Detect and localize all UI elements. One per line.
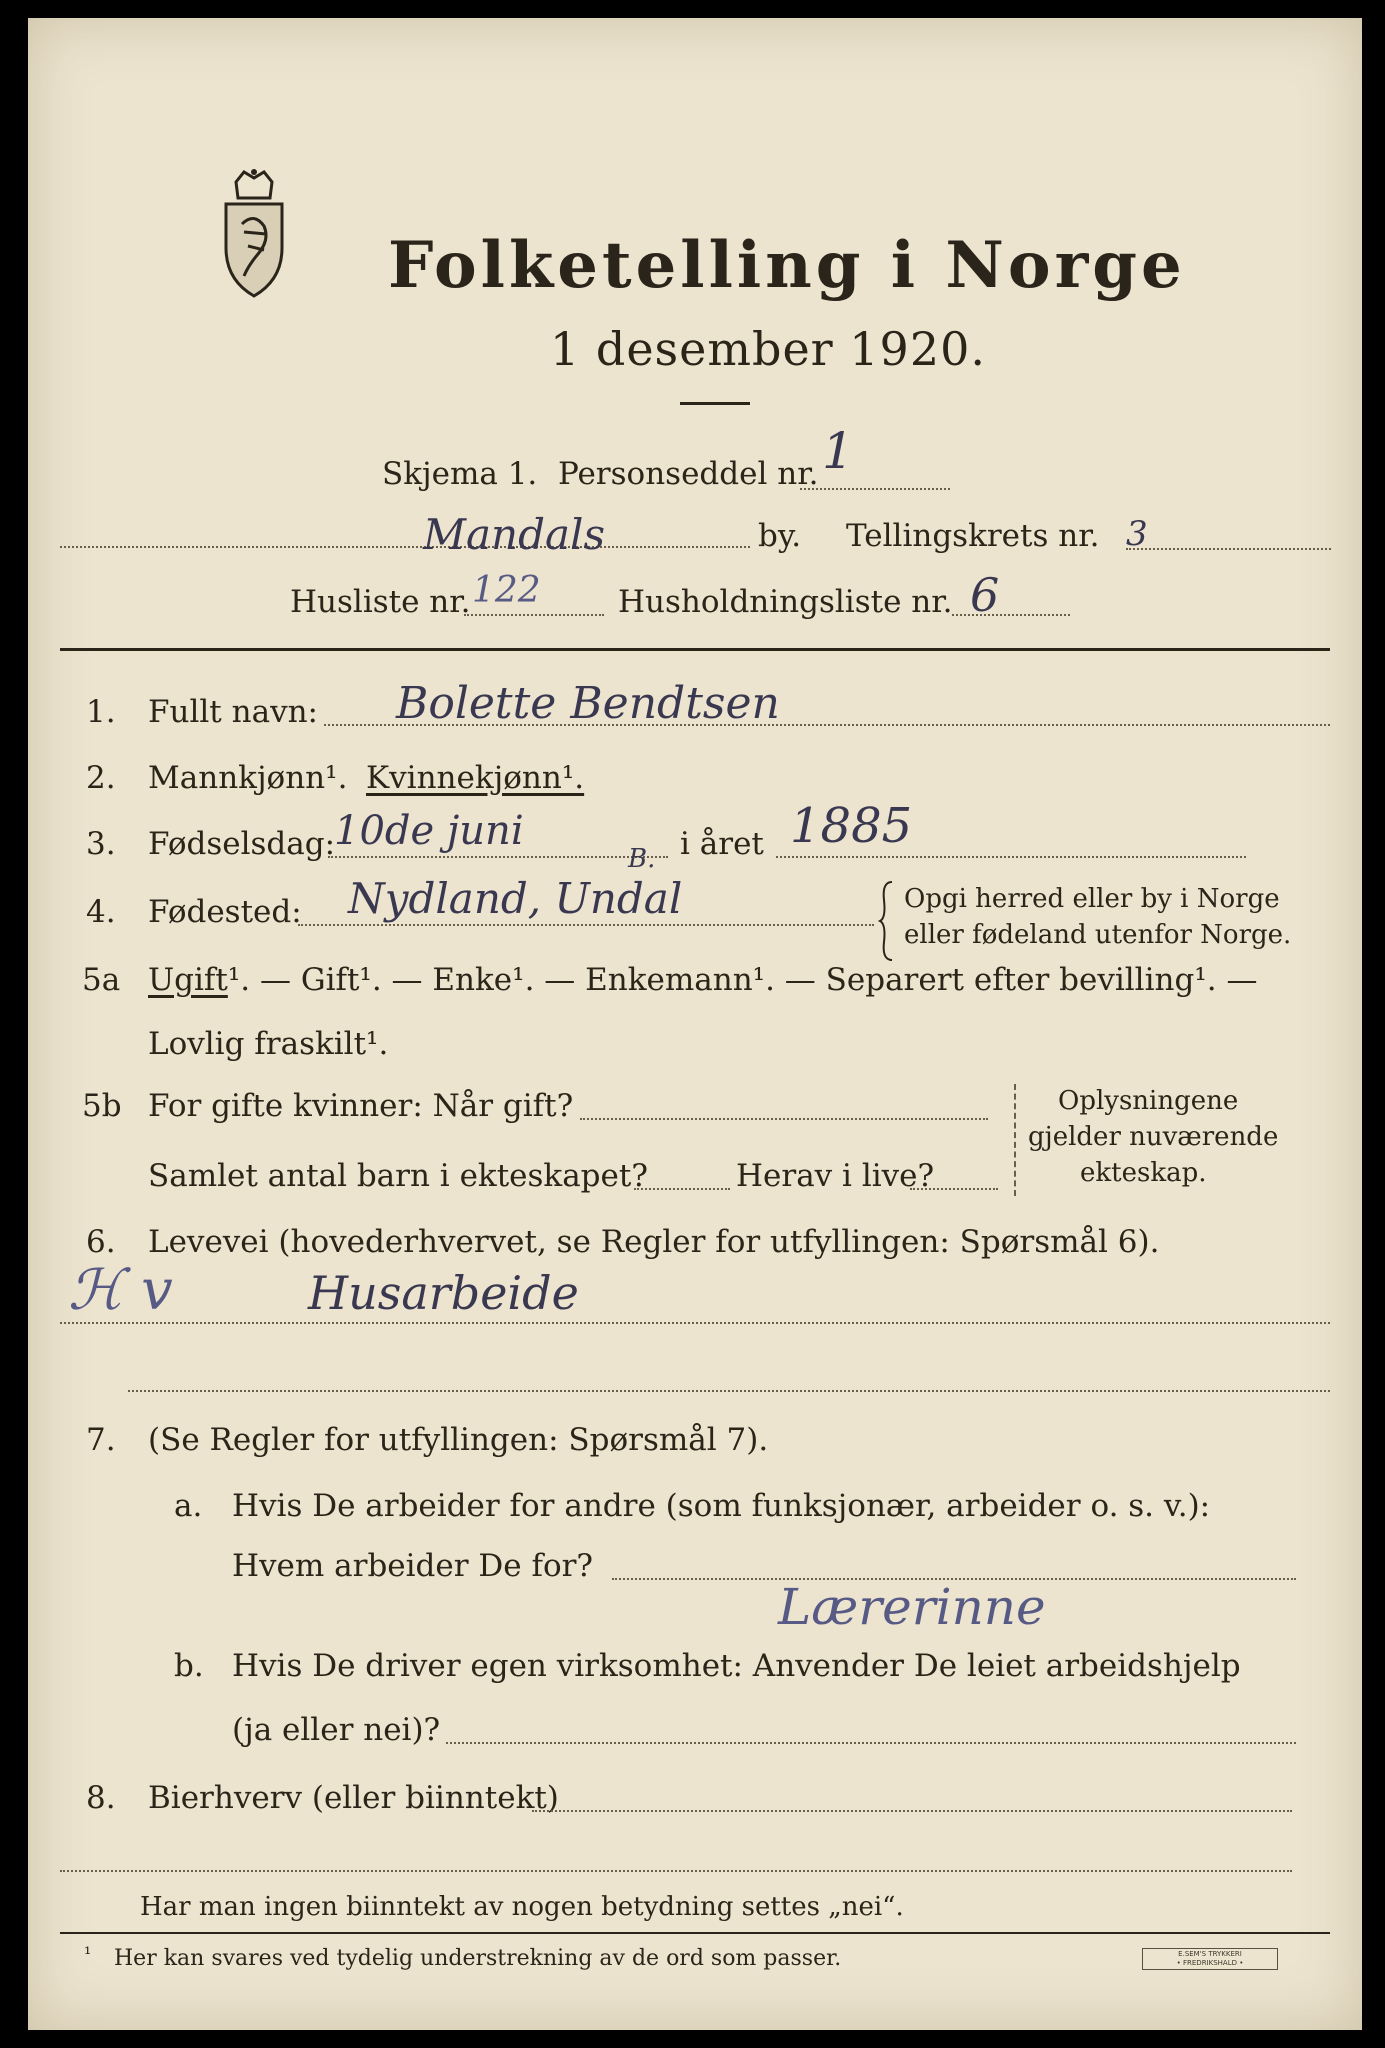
birthplace-mark: B.: [628, 844, 656, 874]
q7a-question: Hvis De arbeider for andre (som funksjonær, arbeider o. s. v.):: [232, 1488, 1211, 1524]
hired-help-line[interactable]: [446, 1742, 1296, 1744]
birthplace-line: [298, 924, 874, 926]
printer-stamp: [1142, 1948, 1278, 1970]
title-divider: [680, 402, 750, 405]
husholdning-label: Husholdningsliste nr.: [618, 584, 953, 620]
lovlig-fraskilt-option[interactable]: Lovlig fraskilt¹.: [148, 1026, 389, 1062]
ugift-option-underlined[interactable]: Ugift: [148, 962, 228, 998]
other-marital-options[interactable]: ¹. — Gift¹. — Enke¹. — Enkemann¹. — Separert efter bevilling¹. —: [227, 962, 1258, 998]
printer-name: E.SEM'S TRYKKERI: [1178, 1950, 1242, 1958]
printer-city: • FREDRIKSHALD •: [1176, 1959, 1244, 1967]
by-label: by.: [758, 518, 802, 554]
census-form: [28, 18, 1362, 2030]
q3-number: 3.: [86, 826, 116, 862]
side-income-line-1[interactable]: [532, 1810, 1292, 1812]
header-rule: [60, 648, 1330, 651]
norway-coat-of-arms-icon: [214, 168, 294, 302]
employer-label: Hvem arbeider De for?: [232, 1548, 594, 1584]
birthyear-label: i året: [680, 826, 764, 862]
tellingskrets-line: [1126, 548, 1331, 550]
q7-number: 7.: [86, 1422, 116, 1458]
occupation-value[interactable]: Husarbeide: [308, 1266, 579, 1320]
by-value[interactable]: Mandals: [423, 510, 606, 559]
husholdning-value[interactable]: 6: [970, 568, 1000, 622]
occupation-line-1: [60, 1322, 1330, 1324]
note-separator: [1014, 1084, 1016, 1196]
footnote-mark: ¹: [84, 1944, 92, 1965]
census-date: 1 desember 1920.: [550, 322, 986, 376]
children-total-label: Samlet antal barn i ekteskapet?: [148, 1158, 648, 1194]
q7a-letter: a.: [174, 1488, 203, 1524]
side-income-note: Har man ingen biinntekt av nogen betydning settes „nei“.: [140, 1892, 904, 1922]
full-name-value[interactable]: Bolette Bendtsen: [396, 678, 780, 729]
birthdate-line: [328, 856, 668, 858]
husliste-value[interactable]: 122: [472, 570, 541, 611]
personseddel-line: [800, 488, 950, 490]
tellingskrets-value[interactable]: 3: [1126, 514, 1148, 554]
q7b-question: Hvis De driver egen virksomhet: Anvender De leiet arbeidshjelp: [232, 1648, 1241, 1684]
q2-number: 2.: [86, 760, 116, 796]
birthplace-note-1: Opgi herred eller by i Norge: [904, 884, 1280, 914]
q7b-letter: b.: [174, 1648, 204, 1684]
birthplace-note-2: eller fødeland utenfor Norge.: [904, 920, 1292, 950]
hired-help-label: (ja eller nei)?: [232, 1712, 441, 1748]
children-alive-line[interactable]: [910, 1188, 998, 1190]
q5a-number: 5a: [82, 962, 121, 998]
by-line: [60, 546, 750, 548]
married-when-line[interactable]: [580, 1118, 988, 1120]
note-brace-icon: [878, 880, 896, 962]
q4-number: 4.: [86, 894, 116, 930]
children-total-line[interactable]: [634, 1188, 730, 1190]
footer-rule: [60, 1932, 1330, 1934]
employer-value[interactable]: Lærerinne: [778, 1578, 1046, 1636]
q6-number: 6.: [86, 1224, 116, 1260]
birthdate-label: Fødselsdag:: [148, 826, 336, 862]
marital-status-options: [148, 962, 1257, 998]
q5b-number: 5b: [82, 1088, 122, 1124]
full-name-label: Fullt navn:: [148, 694, 318, 730]
birthyear-value[interactable]: 1885: [790, 798, 913, 854]
side-income-line-2[interactable]: [60, 1870, 1292, 1872]
kvinnekjonn-option-underlined[interactable]: Kvinnekjønn¹.: [366, 760, 585, 796]
occupation-label: Levevei (hovederhvervet, se Regler for utfyllingen: Spørsmål 6).: [148, 1224, 1160, 1260]
skjema-label: Skjema 1.: [382, 456, 538, 492]
married-when-label: For gifte kvinner: Når gift?: [148, 1088, 574, 1124]
q1-number: 1.: [86, 694, 116, 730]
husliste-label: Husliste nr.: [290, 584, 471, 620]
children-alive-label: Herav i live?: [736, 1158, 935, 1194]
side-income-label: Bierhverv (eller biinntekt): [148, 1780, 559, 1816]
personseddel-value[interactable]: 1: [822, 422, 854, 480]
marriage-note-1: Oplysningene: [1058, 1086, 1239, 1116]
birthplace-value[interactable]: Nydland, Undal: [348, 874, 683, 923]
tellingskrets-label: Tellingskrets nr.: [846, 518, 1100, 554]
husliste-line: [464, 614, 604, 616]
footnote-text: Her kan svares ved tydelig understrekning av de ord som passer.: [114, 1946, 842, 1971]
q8-number: 8.: [86, 1780, 116, 1816]
birthplace-label: Fødested:: [148, 894, 302, 930]
marriage-note-2: gjelder nuværende: [1028, 1122, 1279, 1152]
birthdate-value[interactable]: 10de juni: [334, 808, 524, 854]
q7-label: (Se Regler for utfyllingen: Spørsmål 7).: [148, 1422, 769, 1458]
personseddel-label: Personseddel nr.: [558, 456, 819, 492]
occupation-mark: ℋ v: [68, 1258, 173, 1323]
mannkjonn-option[interactable]: Mannkjønn¹.: [148, 760, 348, 796]
marriage-note-3: ekteskap.: [1080, 1158, 1207, 1188]
birthyear-line: [776, 856, 1246, 858]
occupation-line-2: [128, 1390, 1330, 1392]
form-title: Folketelling i Norge: [388, 228, 1186, 303]
